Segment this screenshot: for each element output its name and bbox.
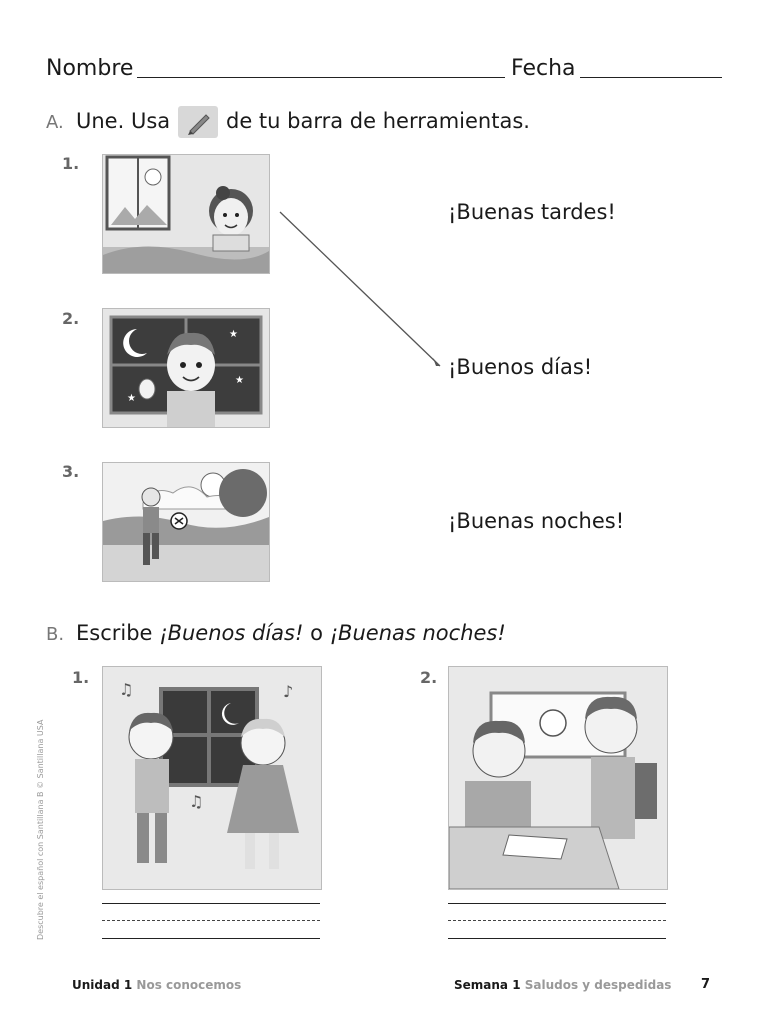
section-b-text: Escribe xyxy=(76,621,153,645)
item-a1-number: 1. xyxy=(62,154,80,173)
writing-line-b2-mid[interactable] xyxy=(448,920,666,921)
section-b-letter: B. xyxy=(46,624,65,645)
footer-week xyxy=(454,978,671,992)
item-b1-number: 1. xyxy=(72,668,90,687)
footer-week-title: Saludos y despedidas xyxy=(524,978,672,992)
boys-greeting-illustration xyxy=(449,667,667,889)
section-a-letter: A. xyxy=(46,112,64,133)
picture-boys-greeting-morning xyxy=(448,666,668,890)
section-a-text-before: Une. Usa xyxy=(76,109,171,133)
section-b-option-2: ¡Buenas noches! xyxy=(329,621,506,645)
writing-line-b2-top[interactable] xyxy=(448,903,666,904)
svg-text:★: ★ xyxy=(235,375,244,386)
greeting-option-1[interactable]: ¡Buenas tardes! xyxy=(448,200,616,224)
svg-text:♪: ♪ xyxy=(283,682,294,701)
svg-text:★: ★ xyxy=(127,393,136,404)
svg-text:♫: ♫ xyxy=(119,680,134,699)
section-b-connector: o xyxy=(310,621,323,645)
writing-line-b2-bottom[interactable] xyxy=(448,938,666,939)
item-a3-number: 3. xyxy=(62,462,80,481)
section-a-text-after: de tu barra de herramientas. xyxy=(226,109,530,133)
svg-text:★: ★ xyxy=(229,329,238,340)
greeting-option-2[interactable]: ¡Buenos días! xyxy=(448,355,593,379)
girls-dancing-illustration xyxy=(103,667,321,889)
name-label: Nombre xyxy=(46,56,134,81)
page-number: 7 xyxy=(701,977,711,992)
greeting-option-3[interactable]: ¡Buenas noches! xyxy=(448,509,625,533)
footer-week-label: Semana 1 xyxy=(454,978,521,992)
footer-unit xyxy=(72,978,241,992)
item-a2-number: 2. xyxy=(62,309,80,328)
footer-unit-title: Nos conocemos xyxy=(136,978,242,992)
section-b-option-1: ¡Buenos días! xyxy=(159,621,304,645)
svg-text:♫: ♫ xyxy=(189,792,204,811)
footer-unit-label: Unidad 1 xyxy=(72,978,133,992)
writing-line-b1-bottom[interactable] xyxy=(102,938,320,939)
copyright-side-note: Descubre el español con Santillana B © Santillana USA xyxy=(36,719,45,940)
item-b2-number: 2. xyxy=(420,668,438,687)
picture-girls-dancing-night xyxy=(102,666,322,890)
section-b-instruction xyxy=(76,621,506,645)
writing-line-b1-top[interactable] xyxy=(102,903,320,904)
date-label: Fecha xyxy=(511,56,576,81)
writing-line-b1-mid[interactable] xyxy=(102,920,320,921)
